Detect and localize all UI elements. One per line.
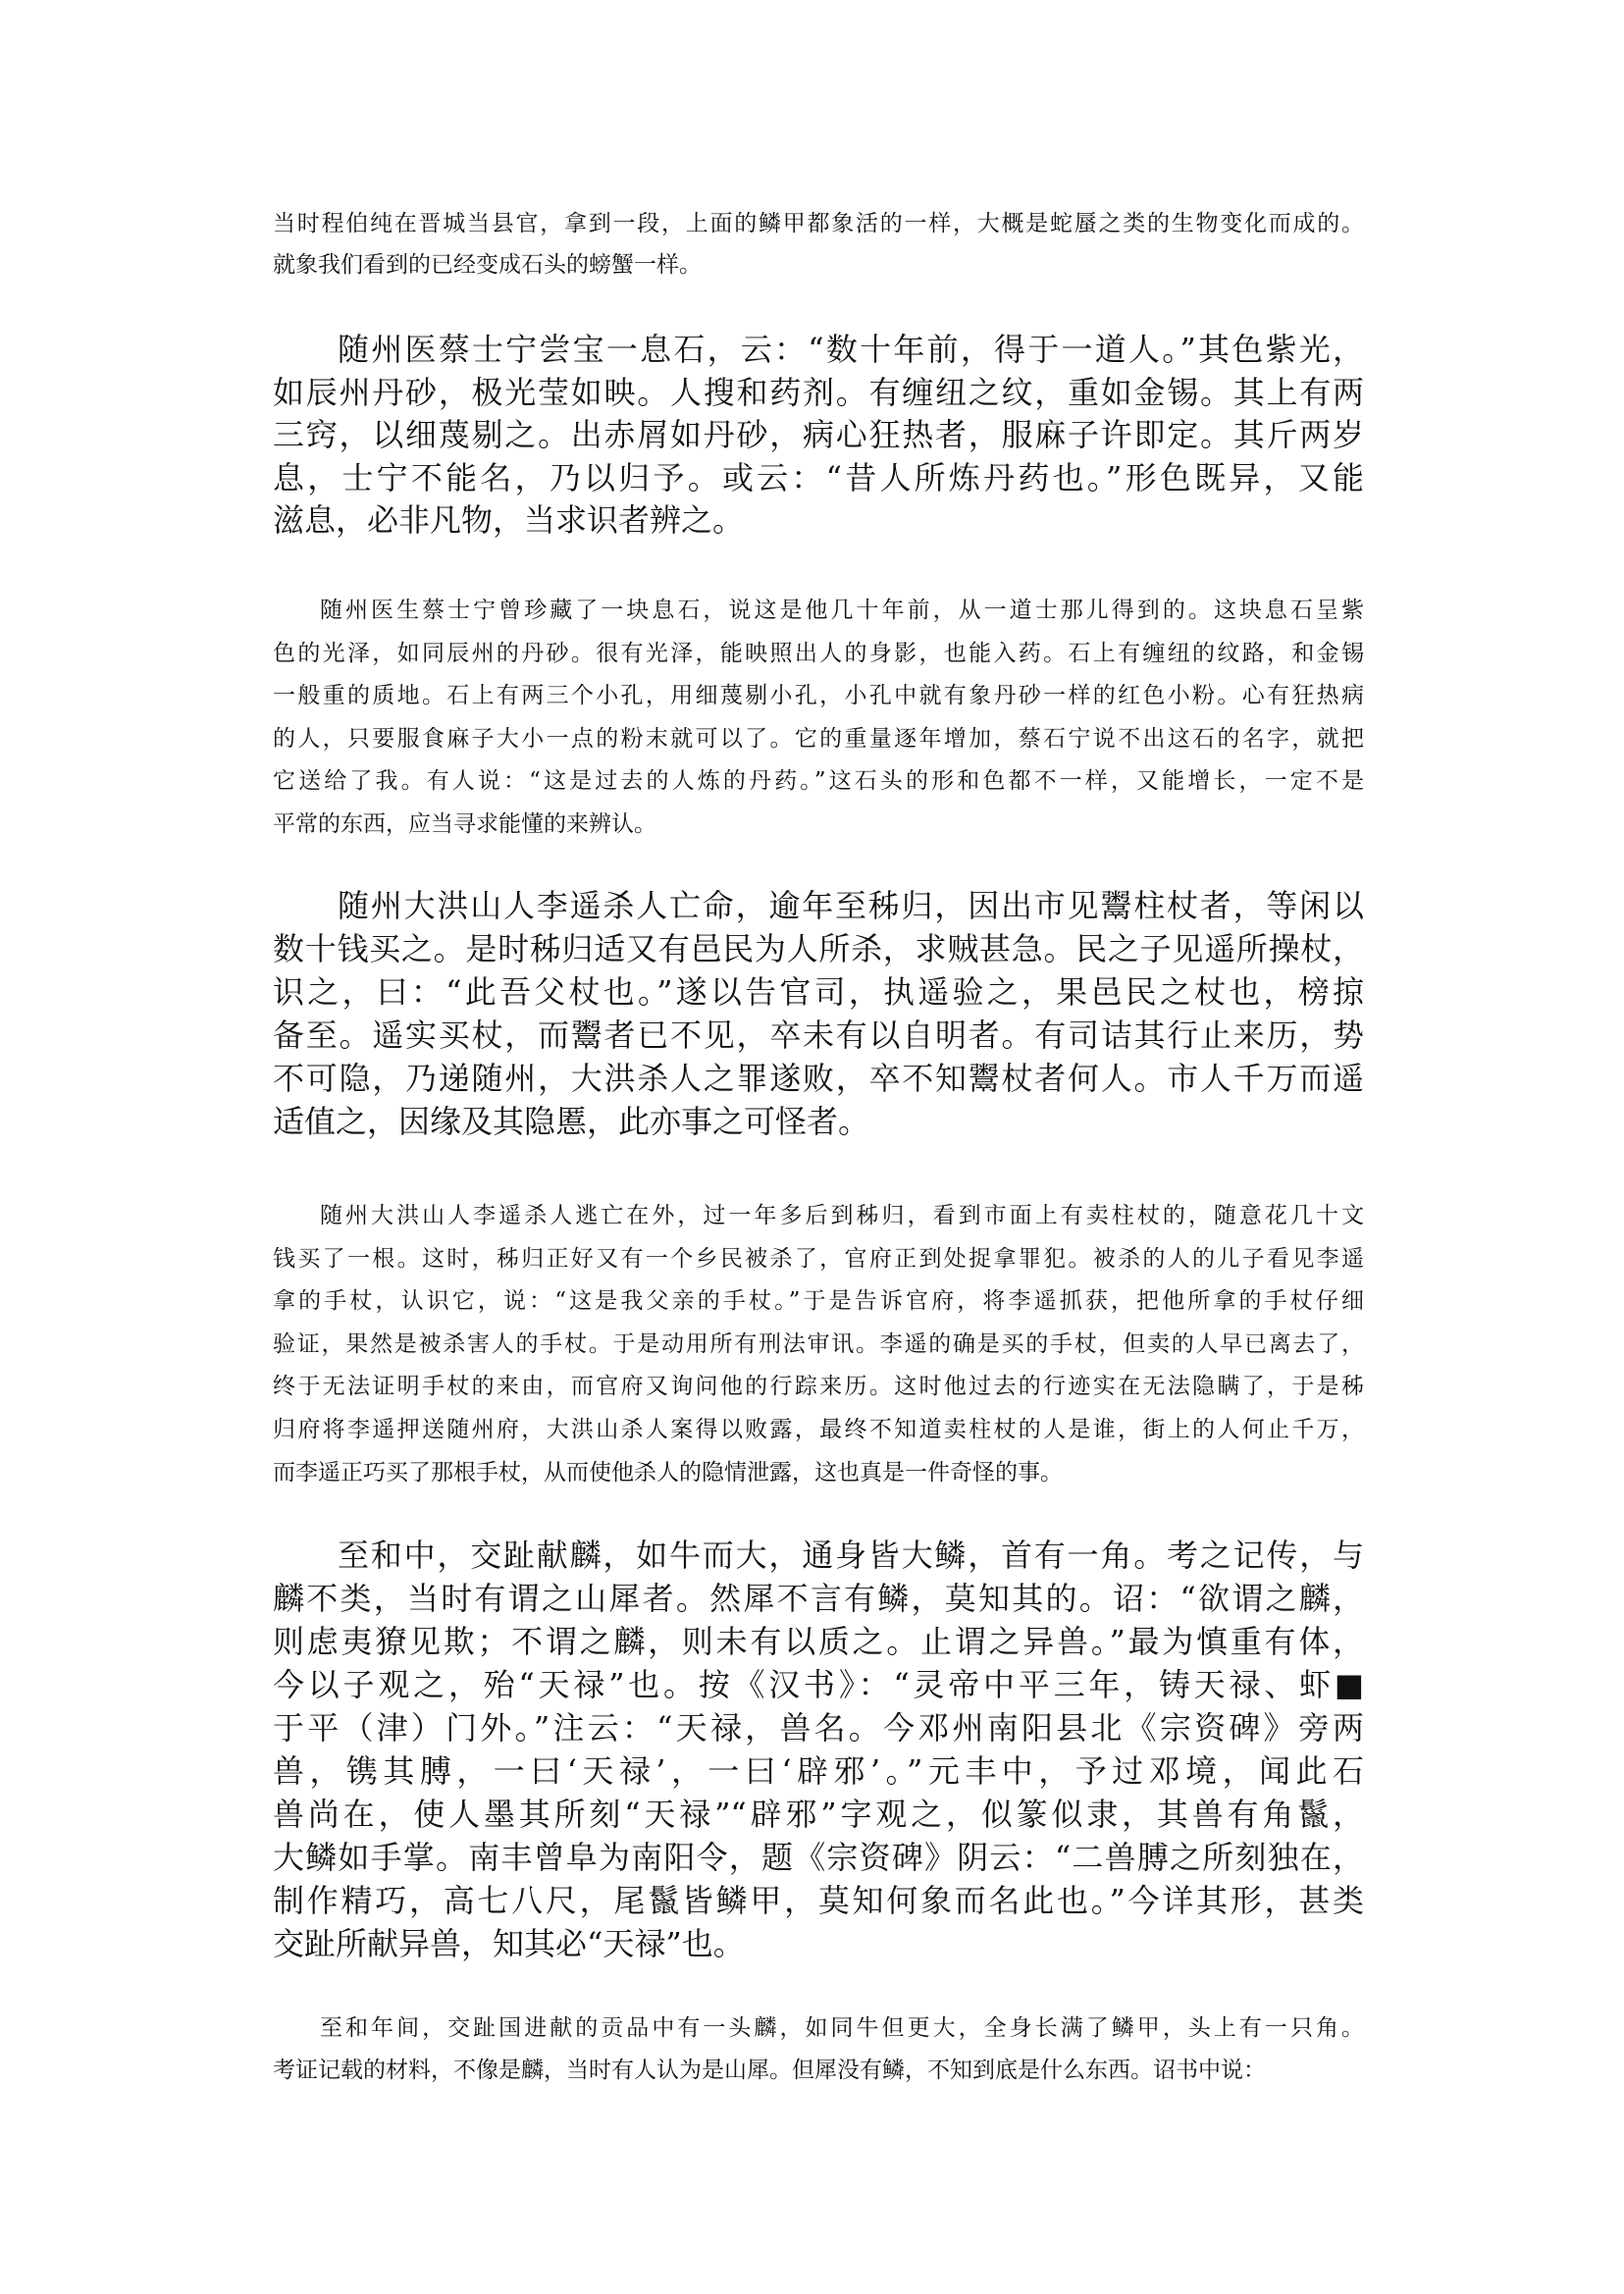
text-line: 当时程伯纯在晋城当县官，拿到一段，上面的鳞甲都象活的一样，大概是蛇蜃之类的生物变化而成的。 [273,211,1364,236]
text-line: 数十钱买之。是时秭归适又有邑民为人所杀，求贼甚急。民之子见遥所操杖， [273,930,1364,967]
text-line: 而李遥正巧买了那根手杖，从而使他杀人的隐情泄露，这也真是一件奇怪的事。 [273,1459,1063,1486]
text-line: 终于无法证明手杖的来由，而官府又询问他的行踪来历。这时他过去的行迹实在无法隐瞒了，于是秭 [273,1374,1364,1400]
classical-text-paragraph [273,1534,1364,1965]
text-line: 识之，曰：“此吾父杖也。”遂以告官司，执遥验之，果邑民之杖也，榜掠 [273,973,1364,1011]
text-line: 随州大洪山人李遥杀人亡命，逾年至秭归，因出市见鬻柱杖者，等闲以 [338,887,1364,924]
translation-paragraph [273,203,1364,286]
text-line: 麟不类，当时有谓之山犀者。然犀不言有鳞，莫知其的。诏：“欲谓之麟， [273,1580,1364,1617]
text-line: 随州大洪山人李遥杀人逃亡在外，过一年多后到秭归，看到市面上有卖柱杖的，随意花几十文 [320,1203,1364,1228]
classical-text-paragraph [273,329,1364,543]
text-line: 兽尚在，使人墨其所刻“天禄”“辟邪”字观之，似篆似隶，其兽有角鬣， [273,1796,1364,1833]
text-line: 今以子观之，殆“天禄”也。按《汉书》：“灵帝中平三年，铸天禄、虾■ [273,1666,1364,1703]
text-line: 不可隐，乃递随州，大洪杀人之罪遂败，卒不知鬻杖者何人。市人千万而遥 [273,1060,1364,1097]
classical-text-paragraph [273,884,1364,1143]
text-line: 钱买了一根。这时，秭归正好又有一个乡民被杀了，官府正到处捉拿罪犯。被杀的人的儿子看见李遥 [273,1245,1364,1272]
text-line: 滋息，必非凡物，当求识者辨之。 [273,501,745,539]
text-line: 制作精巧，高七八尺，尾鬣皆鳞甲，莫知何象而名此也。”今详其形，甚类 [273,1882,1364,1919]
text-line: 如辰州丹砂，极光莹如映。人搜和药剂。有缠纽之纹，重如金锡。其上有两 [273,373,1364,411]
text-line: 考证记载的材料，不像是麟，当时有人认为是山犀。但犀没有鳞，不知到底是什么东西。诏书中说： [273,2058,1266,2083]
text-line: 至和中，交趾献麟，如牛而大，通身皆大鳞，首有一角。考之记传，与 [338,1537,1364,1574]
text-line: 的人，只要服食麻子大小一点的粉末就可以了。它的重量逐年增加，蔡石宁说不出这石的名字，就把 [273,725,1364,752]
text-line: 平常的东西，应当寻求能懂的来辨认。 [273,810,656,837]
text-line: 就象我们看到的已经变成石头的螃蟹一样。 [273,252,702,278]
text-line: 至和年间，交趾国进献的贡品中有一头麟，如同牛但更大，全身长满了鳞甲，头上有一只角。 [320,2015,1364,2041]
translation-paragraph [273,590,1364,846]
text-line: 备至。遥实买杖，而鬻者已不见，卒未有以自明者。有司诘其行止来历，势 [273,1017,1364,1054]
text-line: 归府将李遥押送随州府，大洪山杀人案得以败露，最终不知道卖柱杖的人是谁，街上的人何止千万， [273,1416,1364,1442]
text-line: 大鳞如手掌。南丰曾阜为南阳令，题《宗资碑》阴云：“二兽膊之所刻独在， [273,1839,1364,1876]
text-line: 拿的手杖，认识它，说：“这是我父亲的手杖。”于是告诉官府，将李遥抓获，把他所拿的手杖仔细 [273,1288,1364,1315]
text-line: 色的光泽，如同辰州的丹砂。很有光泽，能映照出人的身影，也能入药。石上有缠纽的纹路，和金锡 [273,640,1364,666]
text-line: 息，士宁不能名，乃以归予。或云：“昔人所炼丹药也。”形色既异，又能 [273,458,1364,496]
text-line: 三窍，以细蔑剔之。出赤屑如丹砂，病心狂热者，服麻子许即定。其斤两岁 [273,416,1364,453]
text-line: 随州医蔡士宁尝宝一息石，云：“数十年前，得于一道人。”其色紫光， [338,331,1364,368]
translation-paragraph [273,1195,1364,1494]
text-line: 验证，果然是被杀害人的手杖。于是动用所有刑法审讯。李遥的确是买的手杖，但卖的人早已离去了， [273,1330,1364,1357]
text-line: 则虑夷獠见欺；不谓之麟，则未有以质之。止谓之异兽。”最为慎重有体， [273,1623,1364,1660]
text-line: 于平（津）门外。”注云：“天禄，兽名。今邓州南阳县北《宗资碑》旁两 [273,1709,1364,1747]
text-line: 适值之，因缘及其隐慝，此亦事之可怪者。 [273,1103,870,1140]
text-line: 随州医生蔡士宁曾珍藏了一块息石，说这是他几十年前，从一道士那儿得到的。这块息石呈紫 [320,598,1364,623]
translation-paragraph [273,2007,1364,2092]
text-line: 交趾所献异兽，知其必“天禄”也。 [273,1925,745,1962]
text-line: 一般重的质地。石上有两三个小孔，用细蔑剔小孔，小孔中就有象丹砂一样的红色小粉。心有狂热病 [273,683,1364,708]
text-line: 兽，镌其膊，一曰‘天禄’，一曰‘辟邪’。”元丰中，予过邓境，闻此石 [273,1752,1364,1790]
text-line: 它送给了我。有人说：“这是过去的人炼的丹药。”这石头的形和色都不一样，又能增长，一定不是 [273,768,1364,794]
